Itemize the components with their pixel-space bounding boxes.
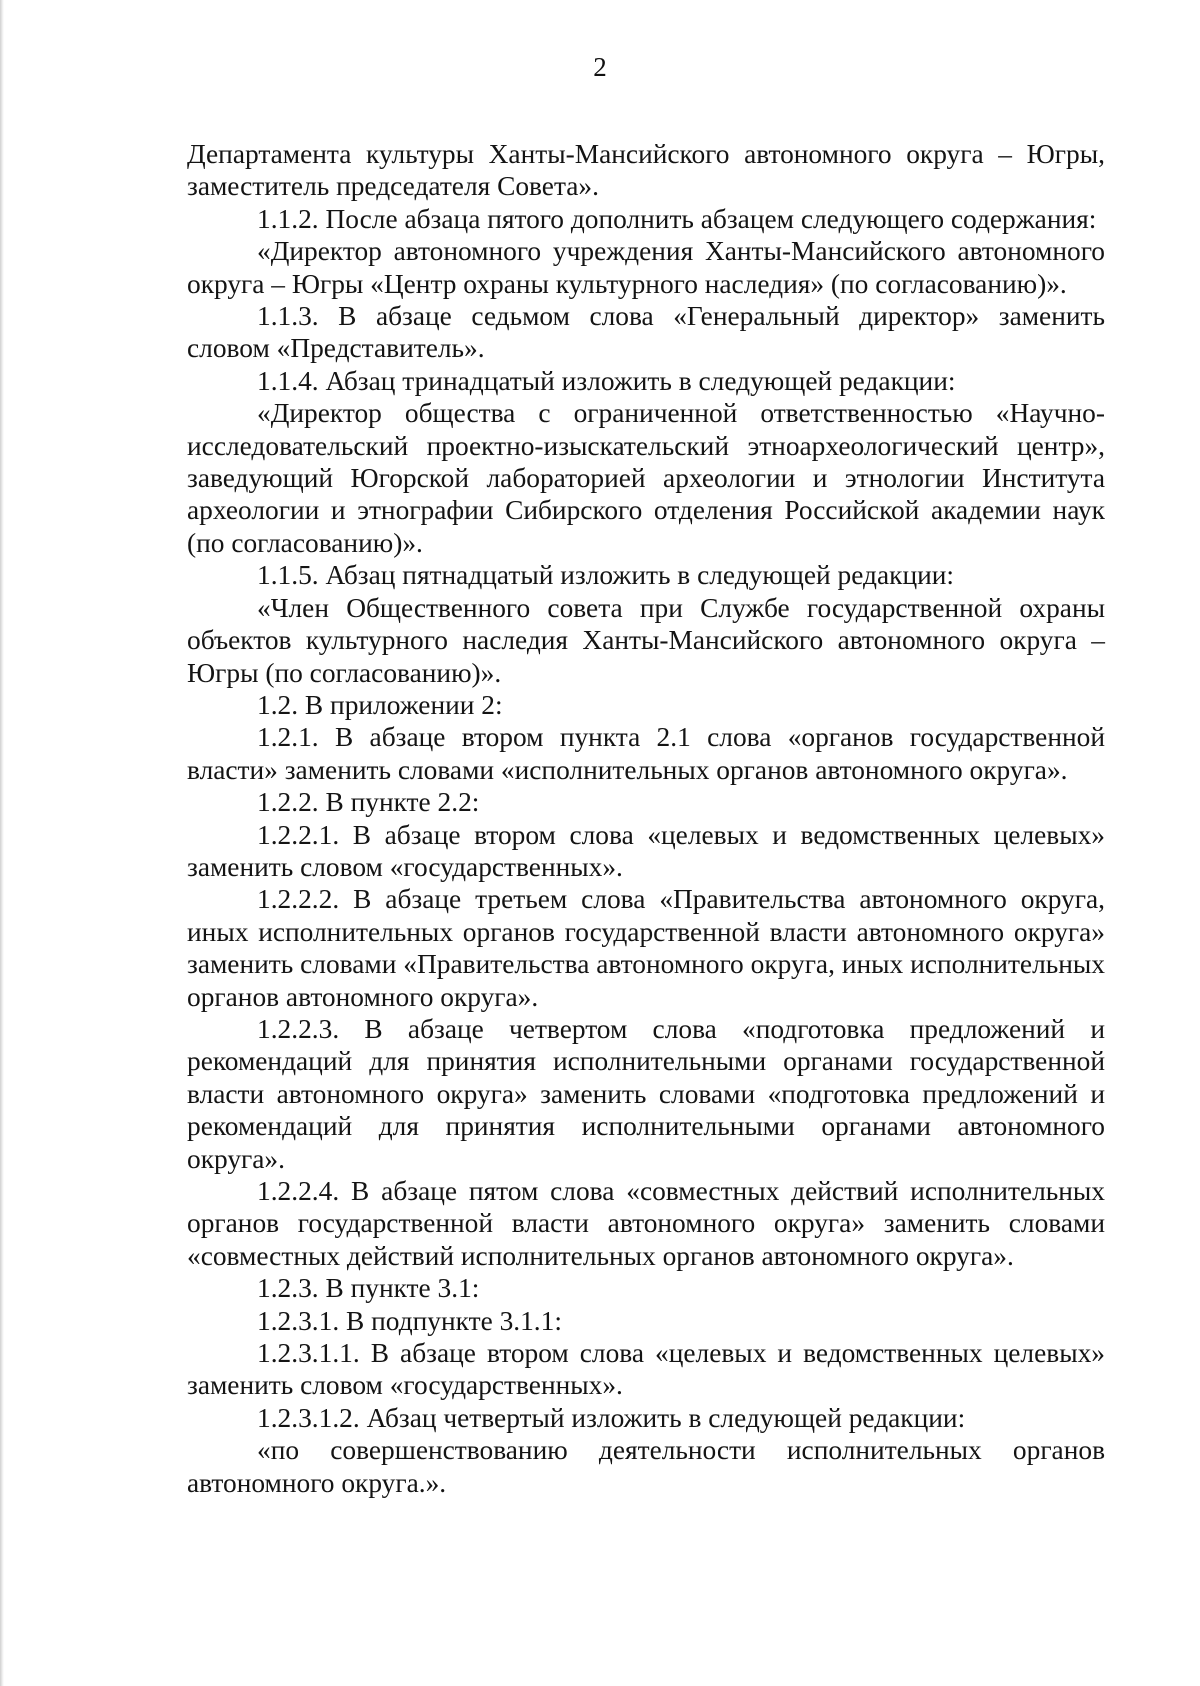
paragraph: 1.2.2. В пункте 2.2:	[257, 787, 480, 818]
paragraph: 1.1.4. Абзац тринадцатый изложить в следующей редакции:	[257, 365, 956, 396]
document-body	[187, 138, 1105, 1499]
paragraph: 1.1.3. В абзаце седьмом слова «Генеральный директор» заменить словом «Представитель».	[187, 301, 1105, 364]
paragraph: Департамента культуры Ханты-Мансийского автономного округа – Югры, заместитель председателя Совета».	[187, 139, 1105, 202]
paragraph: 1.1.2. После абзаца пятого дополнить абзацем следующего содержания:	[257, 203, 1097, 234]
scan-edge	[0, 0, 4, 1686]
page-number: 2	[593, 52, 607, 82]
paragraph: «по совершенствованию деятельности исполнительных органов автономного округа.».	[187, 1435, 1105, 1498]
paragraph: 1.2.1. В абзаце втором пункта 2.1 слова «органов государственной власти» заменить словами «исполнительных органов автономного округа».	[187, 722, 1105, 785]
paragraph: 1.2.2.3. В абзаце четвертом слова «подготовка предложений и рекомендаций для принятия исполнительными органами государственной власти автономного округа» заменить словами «подготовка предложений и рекомендаций для принятия исполнительными органами автономного округа».	[187, 1013, 1105, 1174]
paragraph: «Член Общественного совета при Службе государственной охраны объектов культурного наследия Ханты-Мансийского автономного округа – Югры (по согласованию)».	[187, 592, 1105, 688]
paragraph: 1.2.2.1. В абзаце втором слова «целевых и ведомственных целевых» заменить словом «государственных».	[187, 819, 1105, 882]
paragraph: 1.2.3.1. В подпункте 3.1.1:	[257, 1305, 562, 1336]
paragraph: 1.2.3.1.2. Абзац четвертый изложить в следующей редакции:	[257, 1402, 966, 1433]
paragraph: 1.2.2.4. В абзаце пятом слова «совместных действий исполнительных органов государственной власти автономного округа» заменить словами «совместных действий исполнительных органов автономного округа».	[187, 1176, 1105, 1271]
paragraph: 1.2. В приложении 2:	[257, 689, 503, 720]
paragraph: «Директор общества с ограниченной ответственностью «Научно-исследовательский проектно-изыскательский этноархеологический центр», заведующий Югорской лабораторией археологии и этнологии Института археологии и этнографии Сибирского отделения Российской академии наук (по согласованию)».	[187, 398, 1105, 558]
paragraph: 1.1.5. Абзац пятнадцатый изложить в следующей редакции:	[257, 560, 955, 591]
paragraph: «Директор автономного учреждения Ханты-Мансийского автономного округа – Югры «Центр охраны культурного наследия» (по согласованию)».	[187, 236, 1105, 299]
paragraph: 1.2.3. В пункте 3.1:	[257, 1273, 480, 1304]
paragraph: 1.2.3.1.1. В абзаце втором слова «целевых и ведомственных целевых» заменить словом «государственных».	[187, 1338, 1105, 1401]
paragraph: 1.2.2.2. В абзаце третьем слова «Правительства автономного округа, иных исполнительных органов государственной власти автономного округа» заменить словами «Правительства автономного округа, иных исполнительных органов автономного округа».	[187, 884, 1105, 1012]
